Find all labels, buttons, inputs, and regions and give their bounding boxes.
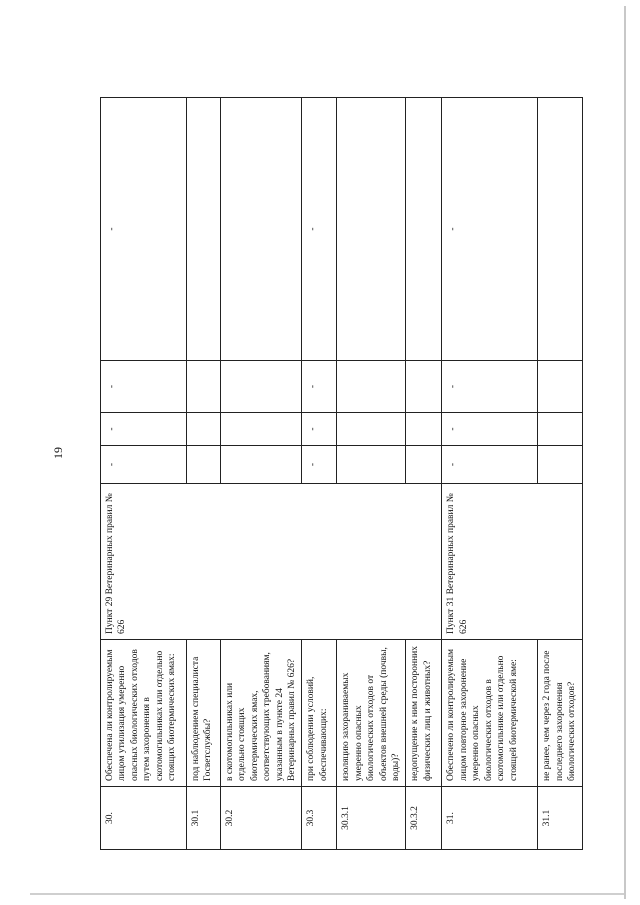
row-number: 30.3.2	[406, 787, 442, 850]
answer-cell	[221, 446, 302, 484]
answer-cell	[221, 413, 302, 446]
table-row	[406, 98, 442, 850]
table-row	[101, 98, 187, 850]
answer-cell	[187, 98, 221, 361]
answer-cell: -	[442, 361, 538, 413]
page-number: 19	[51, 447, 65, 459]
question-cell: в скотомогильниках или отдельно стоящих биотермических ямах, соответствующих требованиям, указанным в пункте 24 Ветеринарных правил № 626?	[221, 640, 302, 787]
answer-cell: -	[442, 413, 538, 446]
answer-cell: -	[101, 413, 187, 446]
reference-cell: Пункт 31 Ветеринарных правил № 626	[442, 484, 582, 640]
answer-cell: -	[101, 446, 187, 484]
answer-cell	[538, 413, 582, 446]
answer-cell	[337, 361, 406, 413]
table-row	[337, 98, 406, 850]
row-number: 30.1	[187, 787, 221, 850]
scan-edge	[624, 6, 626, 899]
table-row	[187, 98, 221, 850]
answer-cell	[337, 446, 406, 484]
answer-cell	[221, 361, 302, 413]
answer-cell: -	[101, 361, 187, 413]
scan-edge	[30, 893, 624, 895]
answer-cell: -	[302, 413, 337, 446]
answer-cell	[187, 446, 221, 484]
answer-cell	[221, 98, 302, 361]
answer-cell	[406, 361, 442, 413]
row-number: 31.	[442, 787, 538, 850]
answer-cell: -	[442, 446, 538, 484]
table-row	[302, 98, 337, 850]
answer-cell	[337, 413, 406, 446]
rotated-table-container	[100, 98, 580, 850]
answer-cell	[187, 361, 221, 413]
answer-cell: -	[302, 98, 337, 361]
answer-cell	[406, 446, 442, 484]
question-cell: недопущение к ним посторонних физических лиц и животных?	[406, 640, 442, 787]
row-number: 30.2	[221, 787, 302, 850]
answer-cell	[538, 446, 582, 484]
answer-cell	[406, 98, 442, 361]
answer-cell	[187, 413, 221, 446]
answer-cell: -	[302, 361, 337, 413]
answer-cell	[406, 413, 442, 446]
row-number: 31.1	[538, 787, 582, 850]
row-number: 30.3	[302, 787, 337, 850]
checklist-table	[100, 97, 583, 850]
question-cell: под наблюдением специалиста Госветслужбы?	[187, 640, 221, 787]
table-row	[538, 98, 582, 850]
question-cell: Обеспечено ли контролируемым лицом повторное захоронение умеренно опасных биологических отходов в скотомогильнике или отдельно стоящей биотермической яме:	[442, 640, 538, 787]
question-cell: при соблюдении условий, обеспечивающих:	[302, 640, 337, 787]
answer-cell: -	[302, 446, 337, 484]
table-row	[442, 98, 538, 850]
answer-cell	[337, 98, 406, 361]
row-number: 30.3.1	[337, 787, 406, 850]
answer-cell	[538, 361, 582, 413]
reference-cell: Пункт 29 Ветеринарных правил № 626	[101, 484, 442, 640]
table-row	[221, 98, 302, 850]
question-cell: изоляцию захораниваемых умеренно опасных биологических отходов от объектов внешней среды (почвы, воды)?	[337, 640, 406, 787]
question-cell: не ранее, чем через 2 года после последнего захоронения биологических отходов?	[538, 640, 582, 787]
question-cell: Обеспечена ли контролируемым лицом утилизация умеренно опасных биологических отходов путем захоронения в скотомогильниках или отдельно стоящих биотермических ямах:	[101, 640, 187, 787]
answer-cell	[538, 98, 582, 361]
answer-cell: -	[101, 98, 187, 361]
answer-cell: -	[442, 98, 538, 361]
row-number: 30.	[101, 787, 187, 850]
